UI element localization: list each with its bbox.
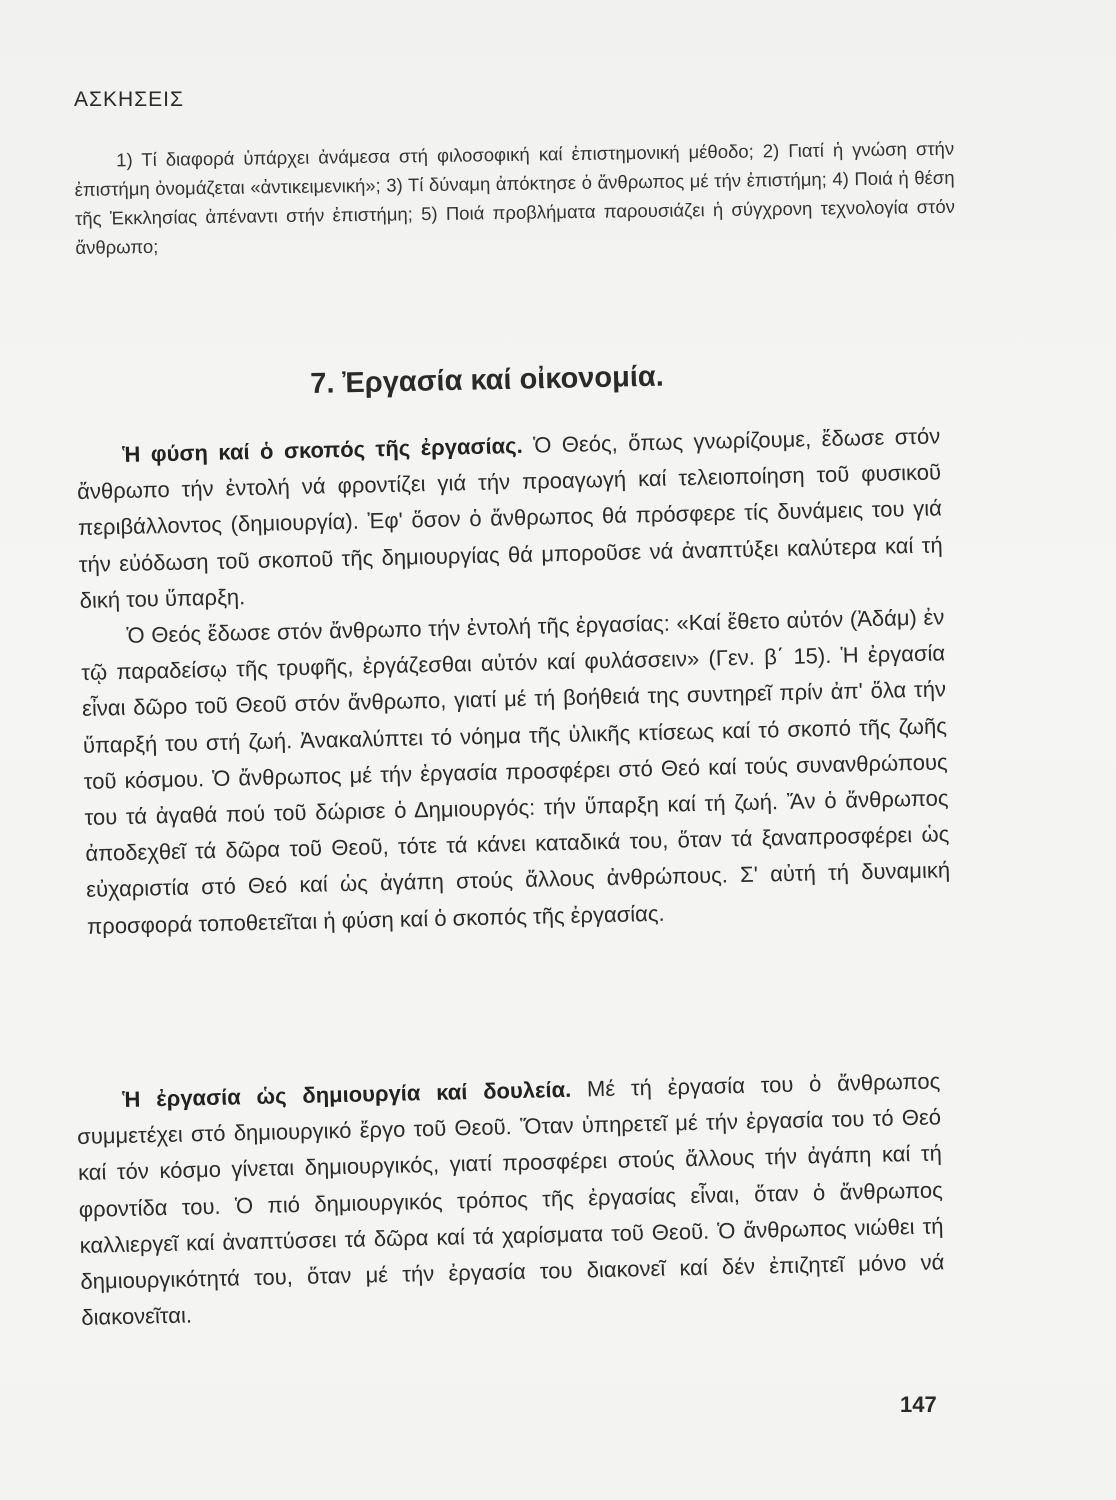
paragraph-text: Ὁ Θεός ἔδωσε στόν ἄνθρωπο τήν ἐντολή τῆς ἐργασίας: «Καί ἔθετο αὐτόν (Ἀδάμ) ἐν τῷ παραδείσῳ τῆς τρυφῆς, ἐργάζεσθαι αὐτόν καί φυλάσσειν» (Γεν. β΄ 15). Ἡ ἐργασία εἶναι δῶρο τοῦ Θεοῦ στόν ἄνθρωπο, γιατί μέ τή βοήθειά της συντηρεῖ πρίν ἀπ' ὅλα τήν ὕπαρξή του στή ζωή. Ἀνακαλύπτει τό νόημα τῆς ὑλικῆς κτίσεως καί τό σκοπό τῆς ζωῆς τοῦ κόσμου. Ὁ ἄνθρωπος μέ τήν ἐργασία προσφέρει στό Θεό καί τούς συνανθρώπους του τά ἀγαθά πού τοῦ δώρισε ὁ Δημιουργός: τήν ὕπαρξη καί τή ζωή. Ἄν ὁ ἄνθρωπος ἀποδεχθεῖ τά δῶρα τοῦ Θεοῦ, τότε τά κάνει καταδικά του, ὅταν τά ξαναπροσφέρει ὡς εὐχαριστία στό Θεό καί ὡς ἀγάπη στούς ἄλλους ἀνθρώπους. Σ' αὐτή τή δυναμική προσφορά τοποθετεῖται ἡ φύση καί ὁ σκοπός τῆς ἐργασίας. [81,604,951,939]
exercises-text: 1) Τί διαφορά ὑπάρχει ἀνάμεσα στή φιλοσοφική καί ἐπιστημονική μέθοδο; 2) Γιατί ἡ γνώση στήν ἐπιστήμη ὀνομάζεται «ἀντικειμενική»; 3) Τί δύναμη ἀπόκτησε ὁ ἄνθρωπος μέ τήν ἐπιστήμη; 4) Ποιά ἡ θέση τῆς Ἐκκλησίας ἀπέναντι στήν ἐπιστήμη; 5) Ποιά προβλήματα παρουσιάζει ἡ σύγχρονη τεχνολογία στόν ἄνθρωπο; [74,137,956,258]
subsection-heading: Ἡ ἐργασία ὡς δημιουργία καί δουλεία. [122,1076,572,1112]
paragraph [80,599,951,944]
paragraph [76,1063,946,1336]
section-label: ΑΣΚΗΣΕΙΣ [74,88,184,111]
page-number: 147 [900,1392,937,1417]
paragraph-text: Ὁ Θεός, ὅπως γνωρίζουμε, ἔδωσε στόν ἄνθρωπο τήν ἐντολή νά φροντίζει γιά τήν προαγωγή καί τελειοποίηση τοῦ φυσικοῦ περιβάλλοντος (δημιουργία). Ἐφ' ὅσον ὁ ἄνθρωπος θά πρόσφερε τίς δυνάμεις του γιά τήν εὐόδωση τοῦ σκοποῦ τῆς δημιουργίας θά μποροῦσε νά ἀναπτύξει καλύτερα καί τή δική του ὕπαρξη. [76,423,943,613]
paragraph-text: Μέ τή ἐργασία του ὁ ἄνθρωπος συμμετέχει στό δημιουργικό ἔργο τοῦ Θεοῦ. Ὅταν ὑπηρετεῖ μέ τήν ἐργασία του τό Θεό καί τόν κόσμο γίνεται δημιουργικός, γιατί προσφέρει στούς ἄλλους τήν ἀγάπη καί τή φροντίδα του. Ὁ πιό δημιουργικός τρόπος τῆς ἐργασίας εἶναι, ὅταν ὁ ἄνθρωπος καλλιεργεῖ καί ἀναπτύσσει τά δῶρα καί τά χαρίσματα τοῦ Θεοῦ. Ὁ ἄνθρωπος νιώθει τή δημιουργικότητά του, ὅταν μέ τήν ἐργασία του διακονεῖ καί δέν ἐπιζητεῖ μόνο νά διακονεῖται. [76,1068,945,1331]
subsection-heading: Ἡ φύση καί ὁ σκοπός τῆς ἐργασίας. [122,432,523,467]
subsection-work-as-creation [76,1063,946,1336]
subsection-nature-and-purpose [76,418,951,944]
chapter-title: 7. Ἐργασία καί οἰκονομία. [310,360,665,400]
paragraph [76,418,944,619]
